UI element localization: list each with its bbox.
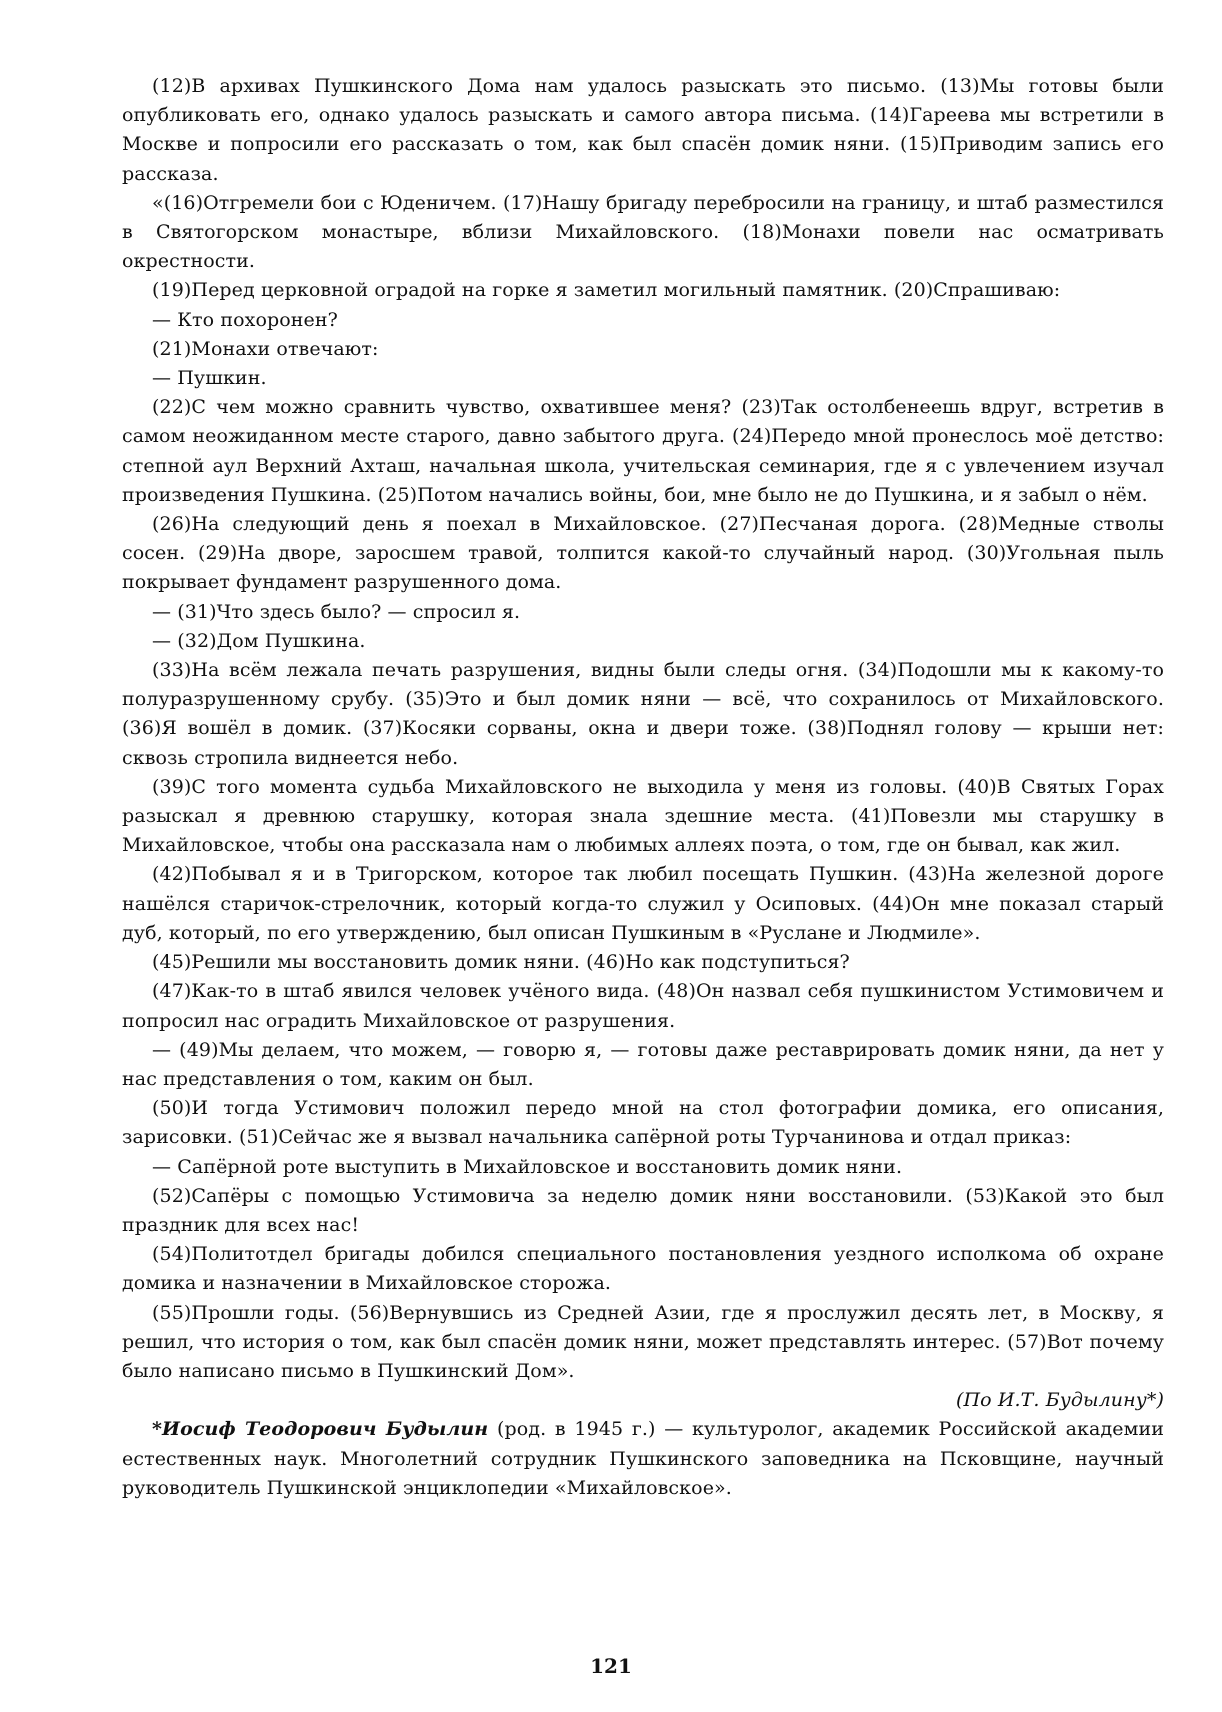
author-footnote bbox=[122, 1415, 1164, 1503]
paragraph-39-41: (39)С того момента судьба Михайловского не выходила у меня из головы. (40)В Святых Горах разыскал я древнюю старушку, которая знала здешние места. (41)Повезли мы старушку в Михайловское, чтобы она рассказала нам о любимых аллеях поэта, о том, где он бывал, как жил. bbox=[122, 775, 1164, 857]
page-content bbox=[122, 72, 1164, 1503]
dialogue-line: — (49)Мы делаем, что можем, — говорю я, — готовы даже реставрировать домик няни, да нет у нас представления о том, каким он был. bbox=[122, 1038, 1164, 1090]
paragraph-22-25: (22)С чем можно сравнить чувство, охватившее меня? (23)Так остолбенеешь вдруг, встретив в самом неожиданном месте старого, давно забытого друга. (24)Передо мной пронеслось моё детство: степной аул Верхний Ахташ, начальная школа, учительская семинария, где я с увлечением изучал произведения Пушкина. (25)Потом начались войны, бои, мне было не до Пушкина, и я забыл о нём. bbox=[122, 396, 1164, 506]
dialogue-line: — Кто похоронен? bbox=[152, 308, 338, 331]
paragraph-45-46: (45)Решили мы восстановить домик няни. (46)Но как подступиться? bbox=[152, 951, 850, 974]
paragraph-42-44: (42)Побывал я и в Тригорском, которое так любил посещать Пушкин. (43)На железной дороге нашёлся старичок-стрелочник, который когда-то служил у Осиповых. (44)Он мне показал старый дуб, который, по его утверждению, был описан Пушкиным в «Руслане и Людмиле». bbox=[122, 863, 1164, 944]
paragraph-12-15: (12)В архивах Пушкинского Дома нам удалось разыскать это письмо. (13)Мы готовы были опубликовать его, однако удалось разыскать и самого автора письма. (14)Гареева мы встретили в Москве и попросили его рассказать о том, как был спасён домик няни. (15)Приводим запись его рассказа. bbox=[122, 75, 1164, 185]
footnote-text: (род. в 1945 г.) — культуролог, академик Российской академии естественных наук. Многолетний сотрудник Пушкинского заповедника на Псковщине, научный руководитель Пушкинской энциклопедии «Михайловское». bbox=[122, 1418, 1165, 1499]
paragraph-16-18: «(16)Отгремели бои с Юденичем. (17)Нашу бригаду перебросили на границу, и штаб разместился в Святогорском монастыре, вблизи Михайловского. (18)Монахи повели нас осматривать окрестности. bbox=[122, 191, 1164, 273]
footnote-author-name: *Иосиф Теодорович Будылин bbox=[152, 1418, 489, 1441]
paragraph-55-57: (55)Прошли годы. (56)Вернувшись из Средней Азии, где я прослужил десять лет, в Москву, я решил, что история о том, как был спасён домик няни, может представлять интерес. (57)Вот почему было написано письмо в Пушкинский Дом». bbox=[122, 1301, 1164, 1382]
paragraph-19-20: (19)Перед церковной оградой на горке я заметил могильный памятник. (20)Спрашиваю: bbox=[152, 279, 1061, 302]
paragraph-52-53: (52)Сапёры с помощью Устимовича за неделю домик няни восстановили. (53)Какой это был праздник для всех нас! bbox=[122, 1184, 1164, 1236]
paragraph-21: (21)Монахи отвечают: bbox=[152, 337, 379, 360]
paragraph-50-51: (50)И тогда Устимович положил передо мной на стол фотографии домика, его описания, зарисовки. (51)Сейчас же я вызвал начальника сапёрной роты Турчанинова и отдал приказ: bbox=[122, 1097, 1164, 1149]
paragraph-33-38: (33)На всём лежала печать разрушения, видны были следы огня. (34)Подошли мы к какому-то полуразрушенному срубу. (35)Это и был домик няни — всё, что сохранилось от Михайловского. (36)Я вошёл в домик. (37)Косяки сорваны, окна и двери тоже. (38)Поднял голову — крыши нет: сквозь стропила виднеется небо. bbox=[122, 659, 1164, 769]
page-number: 121 bbox=[590, 1654, 632, 1678]
dialogue-line: — Пушкин. bbox=[152, 367, 267, 390]
paragraph-26-30: (26)На следующий день я поехал в Михайловское. (27)Песчаная дорога. (28)Медные стволы сосен. (29)На дворе, заросшем травой, толпится какой-то случайный народ. (30)Угольная пыль покрывает фундамент разрушенного дома. bbox=[122, 513, 1164, 594]
dialogue-line: — (32)Дом Пушкина. bbox=[152, 629, 366, 652]
dialogue-line: — (31)Что здесь было? — спросил я. bbox=[152, 600, 521, 623]
dialogue-line: — Сапёрной роте выступить в Михайловское и восстановить домик няни. bbox=[152, 1155, 903, 1178]
paragraph-47-48: (47)Как-то в штаб явился человек учёного вида. (48)Он назвал себя пушкинистом Устимовичем и попросил нас оградить Михайловское от разрушения. bbox=[122, 980, 1164, 1032]
paragraph-54: (54)Политотдел бригады добился специального постановления уездного исполкома об охране домика и назначении в Михайловское сторожа. bbox=[122, 1243, 1164, 1295]
source-attribution: (По И.Т. Будылину*) bbox=[955, 1389, 1164, 1412]
